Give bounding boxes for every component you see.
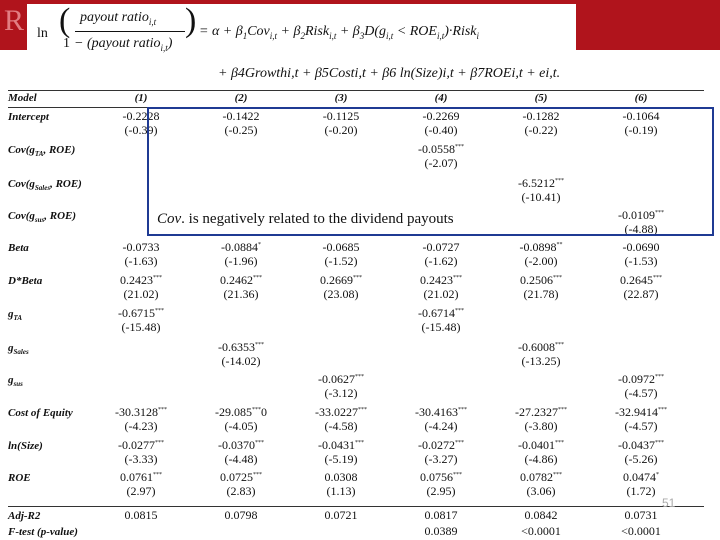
t-statistic: (21.02) bbox=[423, 287, 459, 301]
table-cell bbox=[293, 438, 389, 466]
t-statistic: (-3.27) bbox=[424, 452, 458, 466]
banner-letter: R bbox=[4, 4, 25, 37]
row-label: Intercept bbox=[8, 111, 49, 123]
table-cell bbox=[593, 524, 689, 538]
table-cell bbox=[393, 470, 489, 498]
coefficient: -6.5212*** bbox=[518, 176, 564, 190]
coefficient: -0.0685 bbox=[322, 240, 360, 254]
t-statistic: (21.02) bbox=[123, 287, 159, 301]
t-statistic: (-4.57) bbox=[624, 386, 658, 400]
header-model: Model bbox=[8, 92, 37, 104]
t-statistic: (2.97) bbox=[126, 484, 156, 498]
page-number: 51 bbox=[662, 496, 676, 510]
regression-equation-continued: + β4Growthi,t + β5Costi,t + β6 ln(Size)i,t + β7ROEi,t + ei,t. bbox=[218, 66, 561, 81]
coefficient: -0.0437*** bbox=[618, 438, 664, 452]
table-cell bbox=[93, 306, 189, 334]
table-cell bbox=[393, 240, 489, 268]
header-col-2: (2) bbox=[234, 92, 248, 104]
table-cell bbox=[393, 273, 489, 301]
table-top-rule bbox=[8, 90, 704, 91]
coefficient: 0.0756*** bbox=[420, 470, 462, 484]
eq-one: 1 bbox=[63, 36, 70, 51]
t-statistic: (-4.58) bbox=[324, 419, 358, 433]
coefficient: 0.2645*** bbox=[620, 273, 662, 287]
table-cell bbox=[293, 405, 389, 433]
coefficient: -0.2269 bbox=[422, 109, 460, 123]
t-statistic: (-1.53) bbox=[624, 254, 658, 268]
row-label: ln(Size) bbox=[8, 440, 43, 452]
t-statistic: (1.72) bbox=[626, 484, 656, 498]
coefficient: -0.0272*** bbox=[418, 438, 464, 452]
coefficient: -0.0277*** bbox=[118, 438, 164, 452]
table-summary-rule bbox=[8, 506, 704, 507]
coefficient: 0.0731 bbox=[624, 508, 658, 522]
coefficient: -0.6714*** bbox=[418, 306, 464, 320]
t-statistic: (-10.41) bbox=[521, 190, 561, 204]
eq-fraction-bar bbox=[75, 31, 185, 32]
coefficient: -0.6353*** bbox=[218, 340, 264, 354]
t-statistic: (-14.02) bbox=[221, 354, 261, 368]
coefficient: -0.0401*** bbox=[518, 438, 564, 452]
row-label: $g_{Sales}$ bbox=[8, 342, 29, 357]
coefficient: 0.0725*** bbox=[220, 470, 262, 484]
t-statistic: (-0.22) bbox=[524, 123, 558, 137]
eq-rhs: = $\alpha + \beta_1Cov_{i,t}$ + $\beta_2Risk_{i,t} + \beta_3D(g_{i,t}$ < $ROE_{i,t})\cdot Risk_i$ bbox=[199, 24, 480, 41]
coefficient: -0.0727 bbox=[422, 240, 460, 254]
header-col-6: (6) bbox=[634, 92, 648, 104]
row-label: D*Beta bbox=[8, 275, 43, 287]
t-statistic: (3.06) bbox=[526, 484, 556, 498]
table-cell bbox=[293, 240, 389, 268]
table-cell bbox=[93, 470, 189, 498]
coefficient: -32.9414*** bbox=[615, 405, 667, 419]
t-statistic: (-2.00) bbox=[524, 254, 558, 268]
coefficient: -0.0972*** bbox=[618, 372, 664, 386]
t-statistic: (-4.24) bbox=[424, 419, 458, 433]
coefficient: -30.3128*** bbox=[115, 405, 167, 419]
coefficient: 0.0842 bbox=[524, 508, 558, 522]
t-statistic: (-3.12) bbox=[324, 386, 358, 400]
callout-text: Cov. is negatively related to the dividend payouts bbox=[157, 211, 454, 227]
t-statistic: (-0.19) bbox=[624, 123, 658, 137]
table-cell bbox=[193, 240, 289, 268]
t-statistic: (2.95) bbox=[426, 484, 456, 498]
coefficient: -0.1282 bbox=[522, 109, 560, 123]
coefficient: -0.2228 bbox=[122, 109, 160, 123]
coefficient: -27.2327*** bbox=[515, 405, 567, 419]
table-cell bbox=[493, 508, 589, 522]
regression-equation bbox=[27, 4, 576, 64]
table-cell bbox=[593, 273, 689, 301]
coefficient: -29.085***0 bbox=[215, 405, 267, 419]
coefficient: 0.2506*** bbox=[520, 273, 562, 287]
row-label: $Cov(g_{sus}$, ROE) bbox=[8, 210, 77, 225]
eq-minus: − bbox=[75, 36, 83, 51]
t-statistic: (21.78) bbox=[523, 287, 559, 301]
eq-ln: ln bbox=[37, 26, 48, 41]
table-cell bbox=[193, 273, 289, 301]
table-cell bbox=[293, 508, 389, 522]
coefficient: 0.0815 bbox=[124, 508, 158, 522]
t-statistic: (21.36) bbox=[223, 287, 259, 301]
t-statistic: (-3.33) bbox=[124, 452, 158, 466]
t-statistic: (-0.25) bbox=[224, 123, 258, 137]
coefficient: 0.0474* bbox=[623, 470, 659, 484]
t-statistic: (-3.80) bbox=[524, 419, 558, 433]
row-label: ROE bbox=[8, 472, 31, 484]
coefficient: -0.0431*** bbox=[318, 438, 364, 452]
t-statistic: (-4.48) bbox=[224, 452, 258, 466]
t-statistic: (1.13) bbox=[326, 484, 356, 498]
t-statistic: (-1.96) bbox=[224, 254, 258, 268]
coefficient: -0.0109*** bbox=[618, 208, 664, 222]
t-statistic: (-5.19) bbox=[324, 452, 358, 466]
table-cell bbox=[93, 240, 189, 268]
t-statistic: (-4.86) bbox=[524, 452, 558, 466]
table-cell bbox=[193, 405, 289, 433]
coefficient: 0.2423*** bbox=[420, 273, 462, 287]
table-cell bbox=[193, 508, 289, 522]
t-statistic: (-0.40) bbox=[424, 123, 458, 137]
coefficient: -0.0884* bbox=[221, 240, 261, 254]
t-statistic: (-13.25) bbox=[521, 354, 561, 368]
coefficient: -0.0370*** bbox=[218, 438, 264, 452]
t-statistic: (-1.62) bbox=[424, 254, 458, 268]
header-col-1: (1) bbox=[134, 92, 148, 104]
table-cell bbox=[593, 405, 689, 433]
table-cell bbox=[593, 240, 689, 268]
row-label: Cost of Equity bbox=[8, 407, 73, 419]
table-cell bbox=[393, 524, 489, 538]
eq-denominator: (payout ratio$_{i,t}$) bbox=[87, 36, 173, 53]
t-statistic: (2.83) bbox=[226, 484, 256, 498]
table-cell bbox=[293, 372, 389, 400]
coefficient: -0.0690 bbox=[622, 240, 660, 254]
row-label: $g_{TA}$ bbox=[8, 308, 23, 323]
t-statistic: (-2.07) bbox=[424, 156, 458, 170]
coefficient: 0.0721 bbox=[324, 508, 358, 522]
eq-paren-open: ( bbox=[59, 2, 71, 39]
t-statistic: (-1.63) bbox=[124, 254, 158, 268]
coefficient: -0.0627*** bbox=[318, 372, 364, 386]
table-cell bbox=[493, 524, 589, 538]
table-cell bbox=[593, 470, 689, 498]
t-statistic: (22.87) bbox=[623, 287, 659, 301]
coefficient: -0.0558*** bbox=[418, 142, 464, 156]
table-cell bbox=[393, 508, 489, 522]
table-cell bbox=[93, 273, 189, 301]
coefficient: <0.0001 bbox=[521, 524, 561, 538]
table-cell bbox=[393, 438, 489, 466]
header-col-5: (5) bbox=[534, 92, 548, 104]
coefficient: -0.1064 bbox=[622, 109, 660, 123]
t-statistic: (-15.48) bbox=[421, 320, 461, 334]
table-cell bbox=[493, 240, 589, 268]
coefficient: -0.0898** bbox=[519, 240, 563, 254]
table-cell bbox=[493, 340, 589, 368]
table-cell bbox=[593, 508, 689, 522]
coefficient: -33.0227*** bbox=[315, 405, 367, 419]
t-statistic: (-15.48) bbox=[121, 320, 161, 334]
table-cell bbox=[293, 273, 389, 301]
t-statistic: (-4.57) bbox=[624, 419, 658, 433]
coefficient: 0.0817 bbox=[424, 508, 458, 522]
coefficient: 0.0308 bbox=[324, 470, 358, 484]
row-label: F-test (p-value) bbox=[8, 526, 78, 538]
table-cell bbox=[193, 438, 289, 466]
table-cell bbox=[93, 405, 189, 433]
t-statistic: (-4.88) bbox=[624, 222, 658, 236]
table-cell bbox=[93, 438, 189, 466]
table-cell bbox=[293, 470, 389, 498]
table-cell bbox=[393, 405, 489, 433]
table-cell bbox=[593, 372, 689, 400]
coefficient: -0.1422 bbox=[222, 109, 260, 123]
table-cell bbox=[493, 273, 589, 301]
coefficient: -0.0733 bbox=[122, 240, 160, 254]
coefficient: 0.0782*** bbox=[520, 470, 562, 484]
coefficient: 0.0389 bbox=[424, 524, 458, 538]
t-statistic: (-5.26) bbox=[624, 452, 658, 466]
t-statistic: (-1.52) bbox=[324, 254, 358, 268]
table-cell bbox=[593, 438, 689, 466]
table-cell bbox=[393, 306, 489, 334]
coefficient: 0.2669*** bbox=[320, 273, 362, 287]
row-label: $Cov(g_{TA}$, ROE) bbox=[8, 144, 76, 159]
row-label: Adj-R2 bbox=[8, 510, 41, 522]
coefficient: -0.6715*** bbox=[118, 306, 164, 320]
header-col-4: (4) bbox=[434, 92, 448, 104]
t-statistic: (-0.39) bbox=[124, 123, 158, 137]
table-cell bbox=[193, 340, 289, 368]
header-col-3: (3) bbox=[334, 92, 348, 104]
coefficient: -0.1125 bbox=[322, 109, 360, 123]
table-cell bbox=[493, 438, 589, 466]
eq-numerator: payout ratio$_{i,t}$ bbox=[80, 10, 157, 27]
coefficient: 0.0798 bbox=[224, 508, 258, 522]
t-statistic: (-4.05) bbox=[224, 419, 258, 433]
coefficient: 0.2423*** bbox=[120, 273, 162, 287]
t-statistic: (-0.20) bbox=[324, 123, 358, 137]
table-cell bbox=[493, 470, 589, 498]
eq-paren-close: ) bbox=[185, 2, 197, 39]
row-label: $g_{sus}$ bbox=[8, 374, 23, 389]
row-label: $Cov(g_{Sales}$, ROE) bbox=[8, 178, 82, 193]
coefficient: 0.0761*** bbox=[120, 470, 162, 484]
coefficient: -0.6008*** bbox=[518, 340, 564, 354]
coefficient: 0.2462*** bbox=[220, 273, 262, 287]
table-cell bbox=[493, 405, 589, 433]
table-cell bbox=[193, 470, 289, 498]
table-cell bbox=[93, 508, 189, 522]
t-statistic: (-4.23) bbox=[124, 419, 158, 433]
row-label: Beta bbox=[8, 242, 29, 254]
coefficient: <0.0001 bbox=[621, 524, 661, 538]
t-statistic: (23.08) bbox=[323, 287, 359, 301]
coefficient: -30.4163*** bbox=[415, 405, 467, 419]
